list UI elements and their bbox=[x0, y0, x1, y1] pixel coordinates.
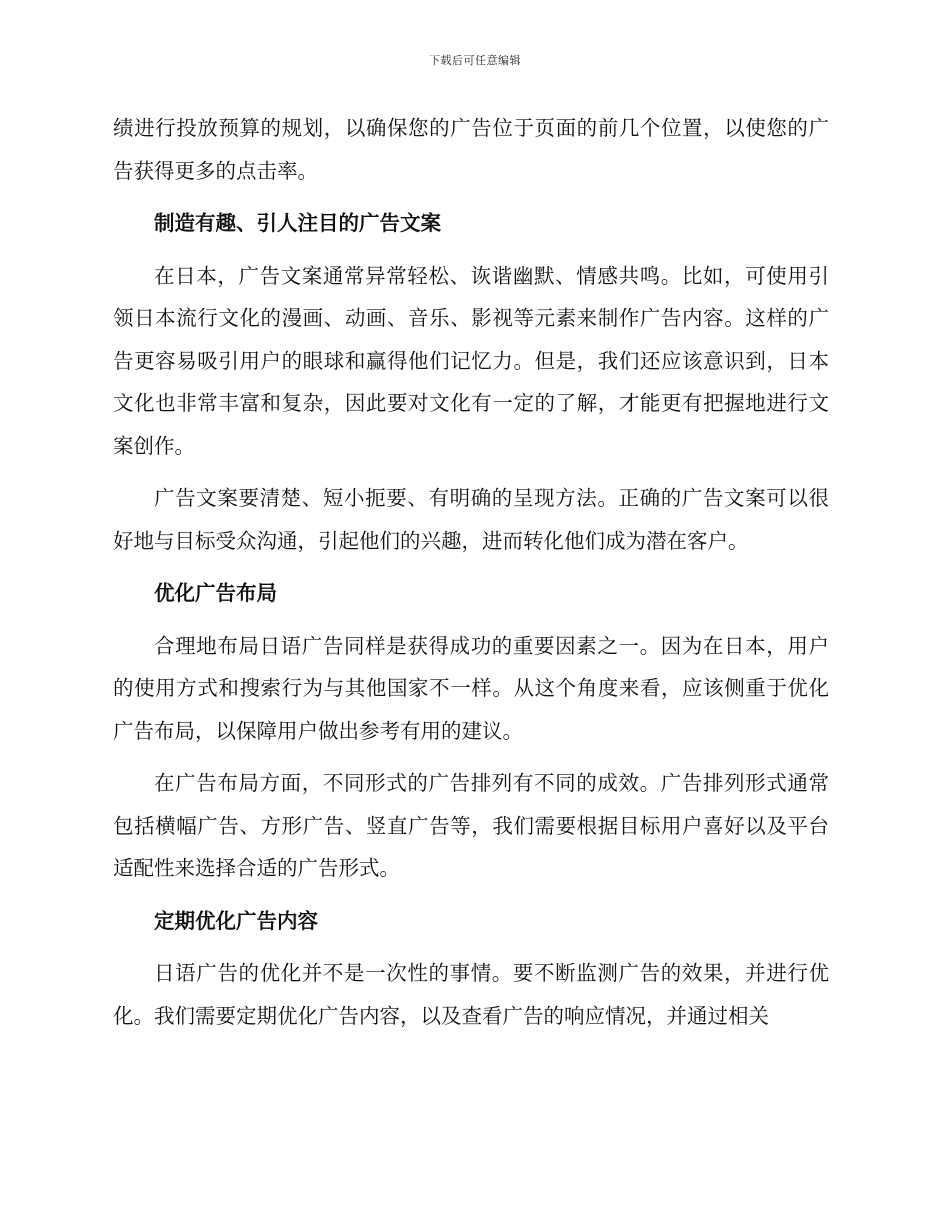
paragraph: 合理地布局日语广告同样是获得成功的重要因素之一。因为在日本，用户的使用方式和搜索行为与其他国家不一样。从这个角度来看，应该侧重于优化广告布局，以保障用户做出参考有用的建议。 bbox=[113, 633, 829, 743]
paragraph: 在广告布局方面，不同形式的广告排列有不同的成效。广告排列形式通常包括横幅广告、方形广告、竖直广告等，我们需要根据目标用户喜好以及平台适配性来选择合适的广告形式。 bbox=[113, 771, 829, 880]
section-heading: 优化广告布局 bbox=[154, 581, 277, 605]
section-heading: 定期优化广告内容 bbox=[154, 908, 318, 933]
document-body bbox=[113, 107, 829, 1047]
paragraph: 绩进行投放预算的规划，以确保您的广告位于页面的前几个位置，以使您的广告获得更多的点击率。 bbox=[113, 116, 829, 183]
paragraph: 日语广告的优化并不是一次性的事情。要不断监测广告的效果，并进行优化。我们需要定期优化广告内容，以及查看广告的响应情况，并通过相关 bbox=[113, 961, 829, 1028]
paragraph: 在日本，广告文案通常异常轻松、诙谐幽默、情感共鸣。比如，可使用引领日本流行文化的漫画、动画、音乐、影视等元素来制作广告内容。这样的广告更容易吸引用户的眼球和赢得他们记忆力。但是，我们还应该意识到，日本文化也非常丰富和复杂，因此要对文化有一定的了解，才能更有把握地进行文案创作。 bbox=[113, 263, 829, 458]
paragraph: 广告文案要清楚、短小扼要、有明确的呈现方法。正确的广告文案可以很好地与目标受众沟通，引起他们的兴趣，进而转化他们成为潜在客户。 bbox=[113, 486, 829, 553]
section-heading: 制造有趣、引人注目的广告文案 bbox=[154, 211, 441, 235]
page-header: 下载后可任意编辑 bbox=[429, 54, 521, 67]
